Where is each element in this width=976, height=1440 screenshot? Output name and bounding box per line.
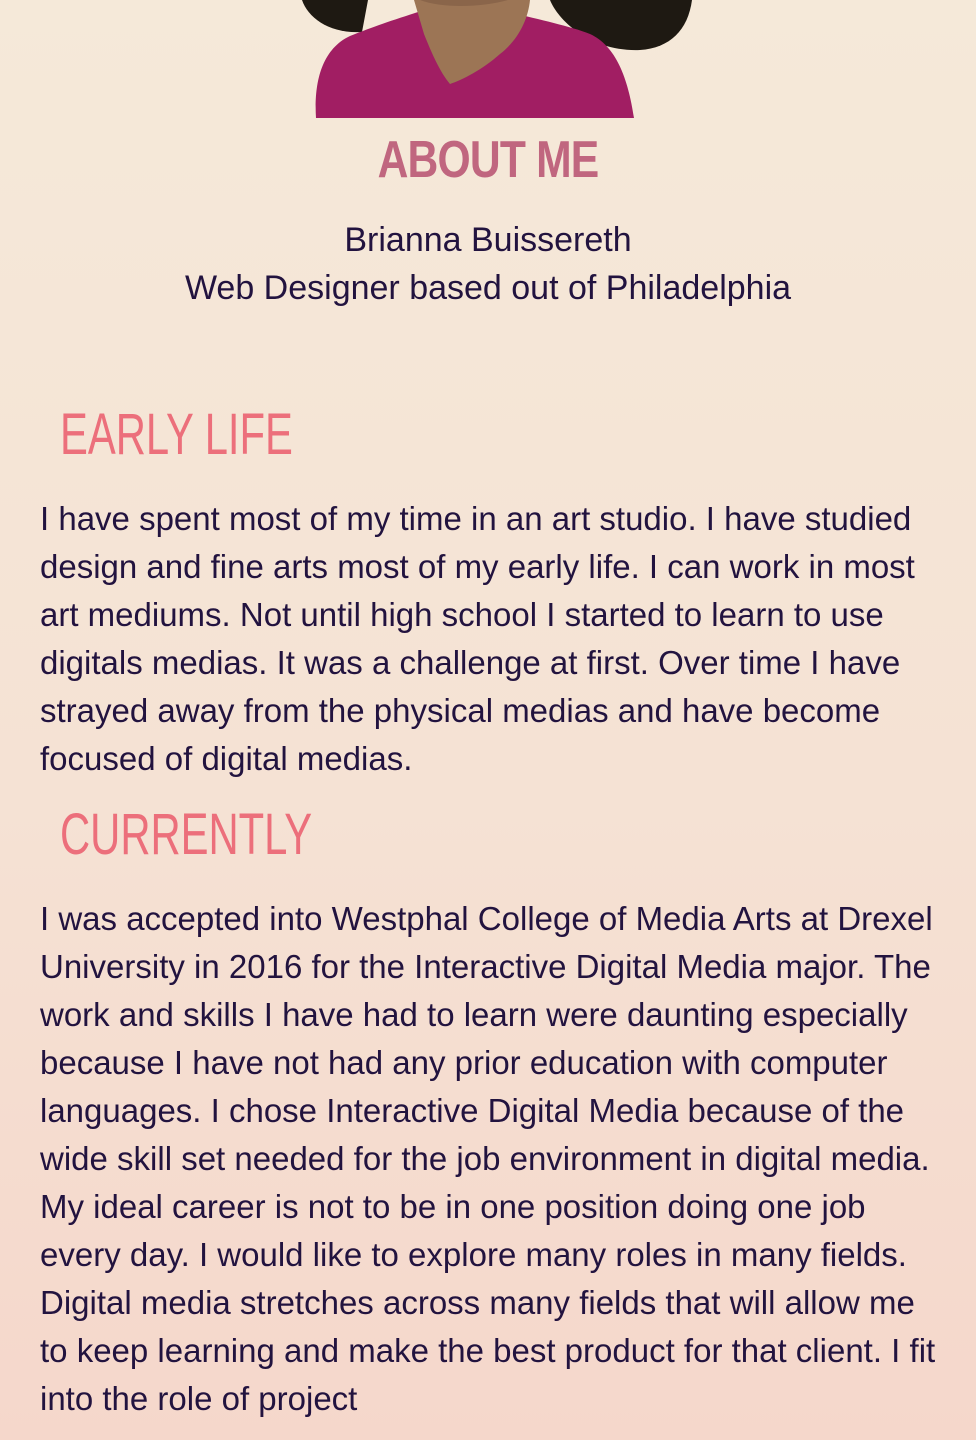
avatar <box>290 0 710 120</box>
section-heading-early-life: EARLY LIFE <box>60 402 293 467</box>
identity-block <box>0 216 976 312</box>
about-title: ABOUT ME <box>377 131 599 189</box>
avatar-illustration <box>290 0 710 120</box>
author-name: Brianna Buissereth <box>344 221 632 259</box>
section-paragraph-early-life: I have spent most of my time in an art studio. I have studied design and fine arts most of my early life. I can work in most art mediums. Not until high school I started to learn to use digitals medias. It was a challenge at first. Over time I have strayed away from the physical medias and have become focused of digital medias. <box>40 500 915 777</box>
author-tagline: Web Designer based out of Philadelphia <box>184 269 792 307</box>
section-paragraph-currently: I was accepted into Westphal College of Media Arts at Drexel University in 2016 for the Interactive Digital Media major. The work and skills I have had to learn were daunting especially because I have not had any prior education with computer languages. I chose Interactive Digital Media because of the wide skill set needed for the job environment in digital media. My ideal career is not to be in one position doing one job every day. I would like to explore many roles in many fields. Digital media stretches across many fields that will allow me to keep learning and make the best product for that client. I fit into the role of project <box>40 900 936 1417</box>
section-heading-currently: CURRENTLY <box>60 802 313 867</box>
